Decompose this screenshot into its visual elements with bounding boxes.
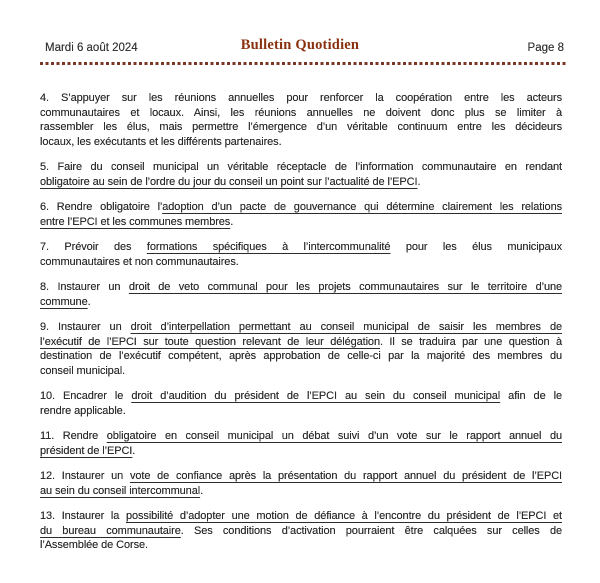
underlined-passage: obligatoire au sein de l’ordre du jour du conseil un point sur l’actualité de l’EPCI [40,175,418,188]
paragraph [40,429,562,458]
underlined-passage: formations spécifiques à l’intercommunalité [146,241,391,253]
text-segment: 6. Rendre obligatoire l’ [40,201,163,213]
text-segment: 12. Instaurer un [40,470,130,482]
underlined-passage: droit d’interpellation permettant au conseil municipal de saisir les membres de [130,321,562,333]
text-segment: l’Assemblée de Corse. [40,539,148,551]
text-segment: pour les élus municipaux [390,241,562,253]
underlined-passage: au sein du conseil intercommunal [40,484,201,497]
paragraph-line [40,200,562,215]
paragraph-line [40,538,562,553]
paragraph-line [40,295,562,310]
paragraph-line [40,135,562,150]
newspaper-title: Bulletin Quotidien [240,37,360,53]
text-segment: locaux, les exécutants et les différents partenaires. [40,135,282,148]
text-segment: . Ses conditions d’activation pourraient être calquées sur celles de [180,524,562,537]
paragraph [40,160,562,189]
paragraph-line [40,469,562,484]
text-segment: 10. Encadrer le [40,390,132,402]
paragraph-line [40,320,562,335]
paragraph-line [40,364,562,379]
text-segment: 9. Instaurer un [40,321,131,333]
paragraph-line [40,429,562,444]
text-segment: communautaires et locaux. Ainsi, les réunions annuelles ne doivent donc plus se limiter à [40,106,562,119]
underlined-passage: droit d’audition du président de l’EPCI au sein du conseil municipal [131,390,501,402]
text-segment: 5. Faire du conseil municipal un véritable réceptacle de l’information communautaire en rendant [40,161,562,173]
underlined-passage: du bureau communautaire [40,524,181,537]
paragraph-line [40,215,562,230]
paragraph-line [40,120,562,135]
paragraph-line [40,175,562,190]
paragraph [40,240,562,269]
paragraph-line [40,444,562,459]
paragraph-line [40,484,562,499]
text-segment: afin de le [500,390,562,402]
underlined-passage: droit de veto communal pour les projets communautaires sur le territoire d’une [128,281,562,293]
header-date: Mardi 6 août 2024 [45,42,138,54]
text-segment: . [230,215,234,228]
paragraph-line [40,335,562,350]
underlined-passage: obligatoire en conseil municipal un débat suivi d’un vote sur le rapport annuel du [106,430,562,442]
text-segment: communautaires et non communautaires. [40,255,239,268]
text-segment: 7. Prévoir des [40,241,147,253]
paragraph-line [40,160,562,175]
underlined-passage: vote de confiance après la présentation du rapport annuel du président de l’EPCI [129,470,562,482]
document-body [40,91,562,553]
paragraph [40,469,562,498]
underlined-passage: entre l’EPCI et les communes membres [40,215,231,228]
paragraph [40,389,562,418]
text-segment: destination de l’exécutif compétent, après approbation de celle-ci par la majorité des membres du [40,350,562,362]
paragraph-line [40,255,562,270]
text-segment: 4. S’appuyer sur les réunions annuelles pour renforcer la coopération entre les acteurs [40,92,562,104]
paragraph [40,320,562,378]
paragraph [40,200,562,229]
paragraph-line [40,404,562,419]
text-segment: . [132,444,136,457]
text-segment: . [200,484,204,497]
paragraph-line [40,389,562,404]
paragraph-line [40,509,562,524]
paragraph-line [40,349,562,364]
text-segment: 8. Instaurer un [40,281,129,293]
paragraph-line [40,106,562,121]
underlined-passage: possibilité d’adopter une motion de défiance à l’encontre du président de l’EPCI et [125,510,562,522]
text-segment: rendre applicable. [40,404,126,417]
paragraph-line [40,91,562,106]
paragraph [40,91,562,149]
paragraph [40,280,562,309]
text-segment: 11. Rendre [40,430,107,442]
text-segment: . Il se traduira par une question à [379,335,562,348]
text-segment: 13. Instaurer la [40,510,126,522]
paragraph-line [40,524,562,539]
underlined-passage: président de l’EPCI [40,444,133,457]
underlined-passage: adoption d’un pacte de gouvernance qui détermine clairement les relations [162,201,562,213]
paragraph-line [40,240,562,255]
underlined-passage: commune [40,295,88,308]
paragraph-line [40,280,562,295]
underlined-passage: l’exécutif de l’EPCI sur toute question relevant de leur délégation [40,335,380,348]
paragraph [40,509,562,553]
page-number: Page 8 [527,42,564,54]
dotted-divider [40,62,567,65]
text-segment: . [87,295,91,308]
text-segment: . [417,175,421,188]
text-segment: conseil municipal. [40,364,126,377]
text-segment: rassembler les élus, mais permettre l’émergence d’un véritable continuum entre les décideurs [40,121,562,133]
